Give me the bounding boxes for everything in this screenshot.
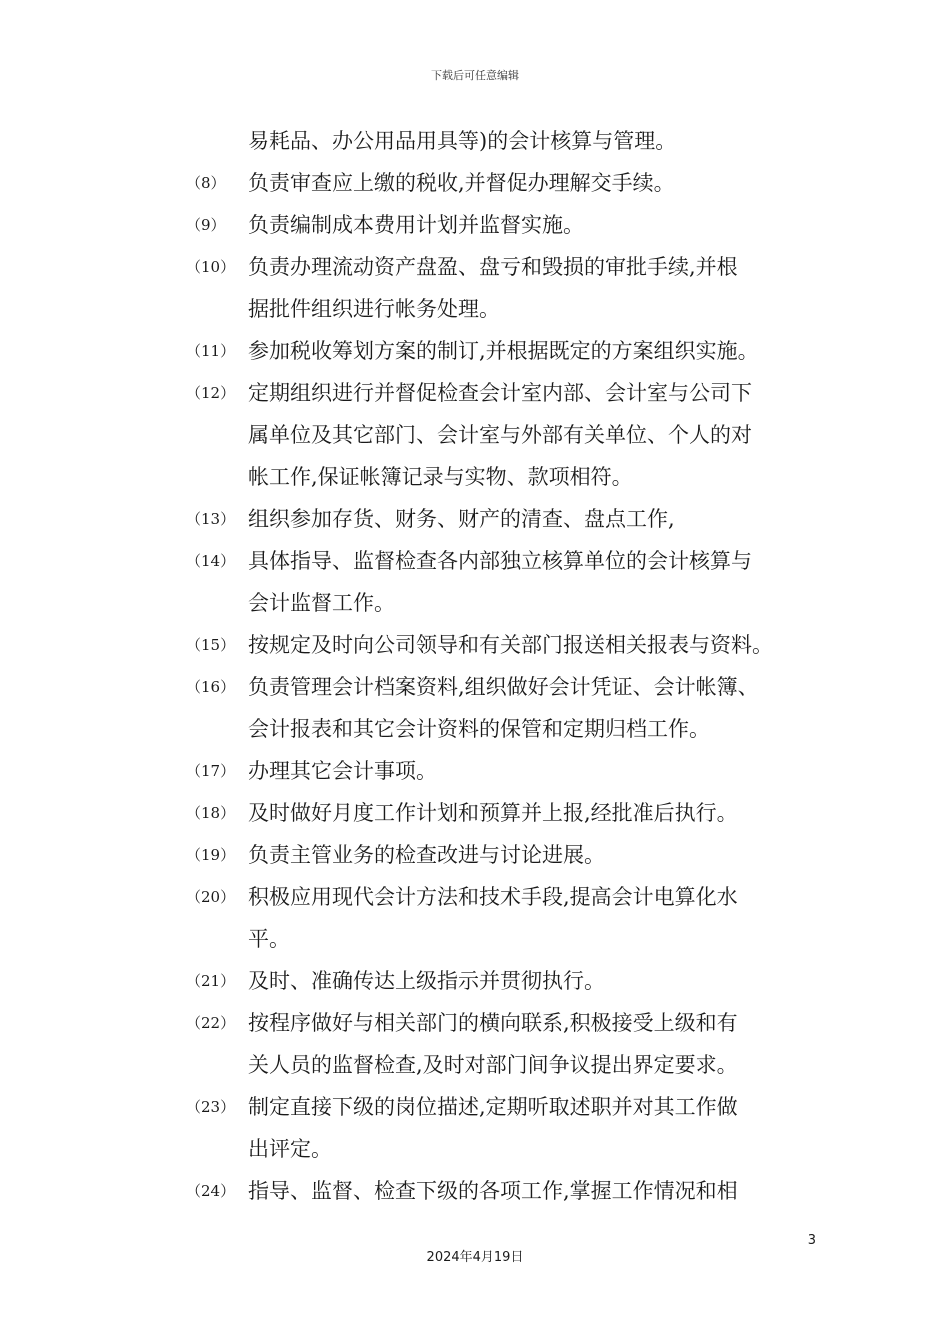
- list-item-line: [0, 834, 950, 876]
- list-item-number: （8）: [186, 174, 226, 192]
- list-item-text: 会计监督工作。: [248, 591, 395, 615]
- list-item-line: [0, 246, 950, 288]
- list-item-line: [0, 666, 950, 708]
- list-item-line: [0, 918, 950, 960]
- list-item: [0, 540, 950, 624]
- list-item-line: [0, 456, 950, 498]
- list-item: [0, 750, 950, 792]
- list-item: [0, 666, 950, 750]
- list-item-line: [0, 1128, 950, 1170]
- list-item-text: 及时做好月度工作计划和预算并上报,经批准后执行。: [248, 801, 738, 825]
- list-item-text: 组织参加存货、财务、财产的清查、盘点工作,: [248, 507, 675, 531]
- list-item-text: 负责管理会计档案资料,组织做好会计凭证、会计帐簿、: [248, 675, 759, 699]
- list-item-number: （19）: [186, 846, 236, 864]
- list-item-number: （20）: [186, 888, 236, 906]
- list-item: [0, 372, 950, 498]
- list-item-text: 及时、准确传达上级指示并贯彻执行。: [248, 969, 605, 993]
- list-item-text: 按程序做好与相关部门的横向联系,积极接受上级和有: [248, 1011, 738, 1035]
- list-item-text: 参加税收筹划方案的制订,并根据既定的方案组织实施。: [248, 339, 759, 363]
- list-item-number: （16）: [186, 678, 236, 696]
- list-item: [0, 876, 950, 960]
- list-item-text: 按规定及时向公司领导和有关部门报送相关报表与资料。: [248, 633, 773, 657]
- header-note: 下载后可任意编辑: [431, 69, 519, 82]
- list-item-text: 定期组织进行并督促检查会计室内部、会计室与公司下: [248, 381, 752, 405]
- list-item-line: [0, 204, 950, 246]
- document-body: [0, 120, 950, 1212]
- list-item-number: （12）: [186, 384, 236, 402]
- list-item: [0, 834, 950, 876]
- list-item-line: [0, 624, 950, 666]
- list-item-line: [0, 960, 950, 1002]
- list-item-text: 出评定。: [248, 1137, 332, 1161]
- list-item-number: （13）: [186, 510, 236, 528]
- list-item-number: （14）: [186, 552, 236, 570]
- list-item-line: [0, 1170, 950, 1212]
- list-item: [0, 1170, 950, 1212]
- list-item-number: （17）: [186, 762, 236, 780]
- list-item-line: [0, 288, 950, 330]
- list-item-text: 平。: [248, 927, 290, 951]
- list-item-line: [0, 876, 950, 918]
- list-item: [0, 246, 950, 330]
- list-item: [0, 204, 950, 246]
- list-item-number: （11）: [186, 342, 236, 360]
- list-item-number: （24）: [186, 1182, 236, 1200]
- list-item-line: [0, 582, 950, 624]
- list-item-line: [0, 708, 950, 750]
- list-item-text: 负责主管业务的检查改进与讨论进展。: [248, 843, 605, 867]
- list-item-number: （18）: [186, 804, 236, 822]
- list-item: [0, 792, 950, 834]
- list-item-number: （21）: [186, 972, 236, 990]
- list-item-number: （9）: [186, 216, 226, 234]
- list-item-text: 会计报表和其它会计资料的保管和定期归档工作。: [248, 717, 710, 741]
- list-item-line: [0, 498, 950, 540]
- list-item: [0, 498, 950, 540]
- list-item-text: 帐工作,保证帐簿记录与实物、款项相符。: [248, 465, 633, 489]
- intro-line: [0, 120, 950, 162]
- list-item-text: 制定直接下级的岗位描述,定期听取述职并对其工作做: [248, 1095, 738, 1119]
- list-item-text: 属单位及其它部门、会计室与外部有关单位、个人的对: [248, 423, 752, 447]
- list-item-line: [0, 162, 950, 204]
- list-item: [0, 162, 950, 204]
- list-item-text: 积极应用现代会计方法和技术手段,提高会计电算化水: [248, 885, 738, 909]
- list-item-line: [0, 1002, 950, 1044]
- page-number: 3: [807, 1233, 816, 1248]
- list-item-text: 据批件组织进行帐务处理。: [248, 297, 500, 321]
- list-item-text: 指导、监督、检查下级的各项工作,掌握工作情况和相: [248, 1179, 738, 1203]
- list-item-line: [0, 414, 950, 456]
- footer-date: 2024年4月19日: [426, 1250, 524, 1265]
- list-item: [0, 1086, 950, 1170]
- list-item: [0, 624, 950, 666]
- list-item-line: [0, 330, 950, 372]
- list-item-number: （22）: [186, 1014, 236, 1032]
- list-item-line: [0, 750, 950, 792]
- list-item: [0, 1002, 950, 1086]
- list-item: [0, 330, 950, 372]
- list-item-text: 办理其它会计事项。: [248, 759, 437, 783]
- list-item-number: （23）: [186, 1098, 236, 1116]
- intro-text: 易耗品、办公用品用具等)的会计核算与管理。: [248, 129, 677, 153]
- numbered-list: [0, 162, 950, 1212]
- list-item: [0, 960, 950, 1002]
- list-item-text: 关人员的监督检查,及时对部门间争议提出界定要求。: [248, 1053, 738, 1077]
- list-item-text: 具体指导、监督检查各内部独立核算单位的会计核算与: [248, 549, 752, 573]
- list-item-text: 负责编制成本费用计划并监督实施。: [248, 213, 584, 237]
- list-item-text: 负责审查应上缴的税收,并督促办理解交手续。: [248, 171, 675, 195]
- list-item-line: [0, 540, 950, 582]
- list-item-line: [0, 792, 950, 834]
- list-item-line: [0, 1044, 950, 1086]
- list-item-text: 负责办理流动资产盘盈、盘亏和毁损的审批手续,并根: [248, 255, 738, 279]
- list-item-number: （10）: [186, 258, 236, 276]
- list-item-line: [0, 372, 950, 414]
- list-item-number: （15）: [186, 636, 236, 654]
- list-item-line: [0, 1086, 950, 1128]
